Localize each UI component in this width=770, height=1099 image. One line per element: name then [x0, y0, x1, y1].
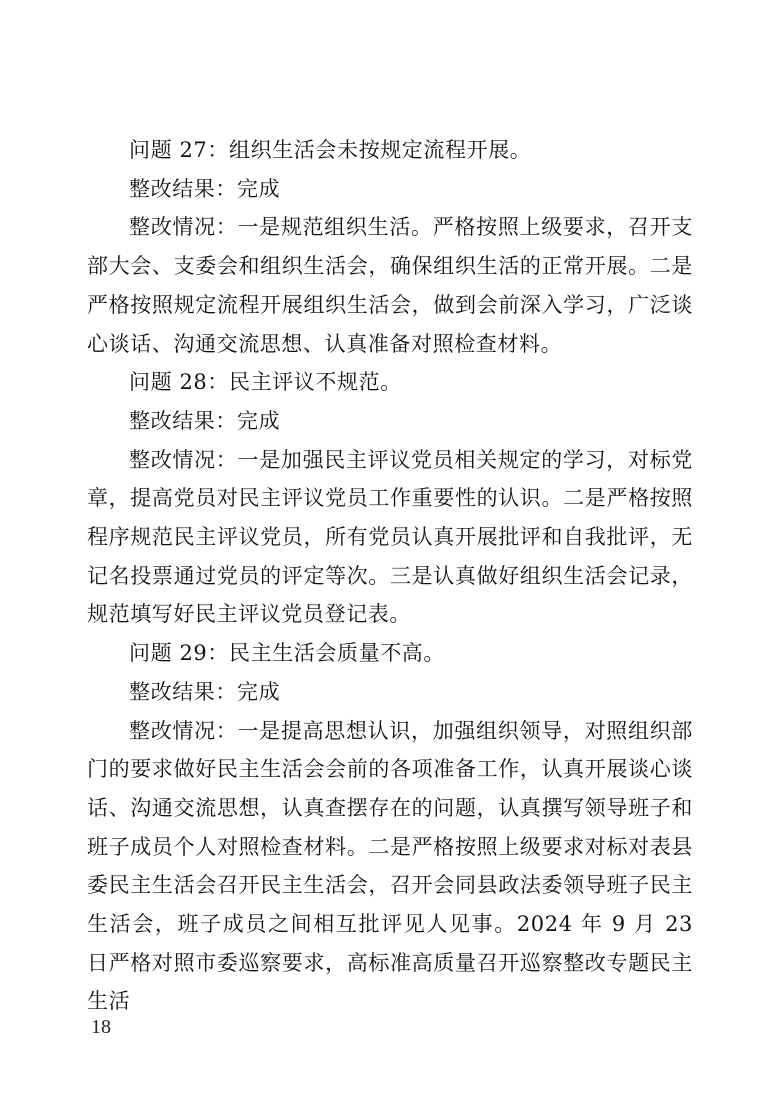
issue-29-result: 整改结果：完成 — [129, 679, 281, 704]
issue-29-details: 整改情况：一是提高思想认识，加强组织领导，对照组织部门的要求做好民主生活会会前的各项准备工作，认真开展谈心谈话、沟通交流思想，认真查摆存在的问题，认真撰写领导班子和班子成员个人对照检查材料。二是严格按照上级要求对标对表县委民主生活会召开民主生活会，召开会同县政法委领导班子民主生活会，班子成员之间相互批评见人见事。2024 年 9 月 23 日严格对照市委巡察要求，高标准高质量召开巡察整改专题民主生活 — [87, 718, 693, 1014]
issue-28-details: 整改情况：一是加强民主评议党员相关规定的学习，对标党章，提高党员对民主评议党员工作重要性的认识。二是严格按照程序规范民主评议党员，所有党员认真开展批评和自我批评，无记名投票通过党员的评定等次。三是认真做好组织生活会记录，规范填写好民主评议党员登记表。 — [87, 447, 693, 627]
issue-29-heading: 问题 29：民主生活会质量不高。 — [129, 641, 445, 666]
issue-28-result: 整改结果：完成 — [129, 408, 281, 433]
document-body — [87, 131, 693, 1021]
issue-27-details: 整改情况：一是规范组织生活。严格按照上级要求，召开支部大会、支委会和组织生活会，确保组织生活的正常开展。二是严格按照规定流程开展组织生活会，做到会前深入学习，广泛谈心谈话、沟通交流思想、认真准备对照检查材料。 — [87, 215, 693, 356]
page-number: 18 — [91, 1016, 111, 1038]
issue-27-heading: 问题 27：组织生活会未按规定流程开展。 — [129, 138, 532, 162]
issue-28-heading: 问题 28：民主评议不规范。 — [129, 370, 402, 395]
issue-27-result: 整改结果：完成 — [129, 176, 281, 201]
